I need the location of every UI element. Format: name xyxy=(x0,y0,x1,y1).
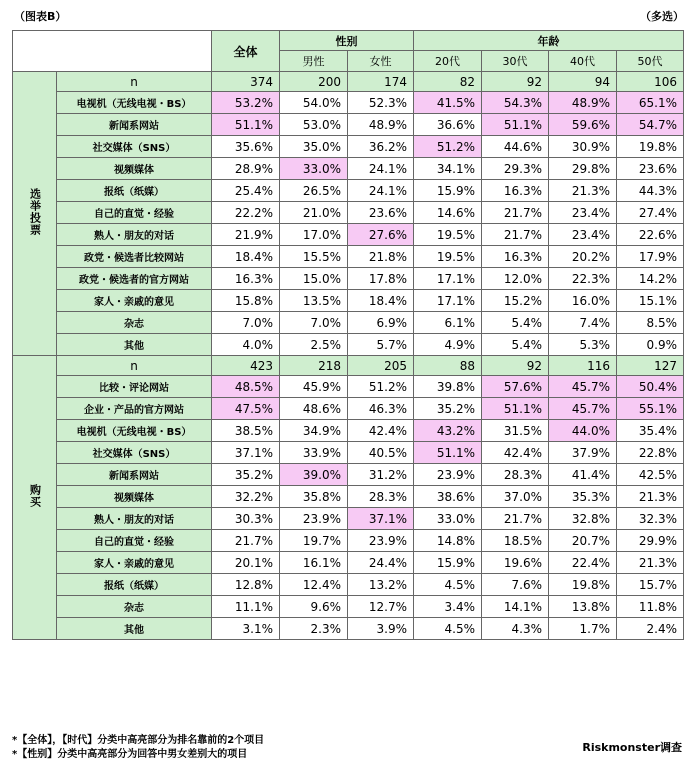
value-cell: 21.7% xyxy=(482,508,549,530)
value-cell: 20.2% xyxy=(549,246,617,268)
value-cell: 22.6% xyxy=(617,224,684,246)
value-cell: 36.6% xyxy=(414,114,482,136)
table-row xyxy=(13,136,684,158)
value-cell: 35.3% xyxy=(549,486,617,508)
value-cell: 18.5% xyxy=(482,530,549,552)
row-label: 企业・产品的官方网站 xyxy=(57,398,212,420)
value-cell: 15.1% xyxy=(617,290,684,312)
row-label: 比较・评论网站 xyxy=(57,376,212,398)
row-label: 新闻系网站 xyxy=(57,114,212,136)
value-cell: 36.2% xyxy=(348,136,414,158)
value-cell: 13.2% xyxy=(348,574,414,596)
value-cell: 26.5% xyxy=(280,180,348,202)
value-cell: 48.9% xyxy=(348,114,414,136)
value-cell: 22.2% xyxy=(212,202,280,224)
header-blank-cell xyxy=(13,31,212,72)
value-cell: 16.3% xyxy=(482,246,549,268)
value-cell: 22.3% xyxy=(549,268,617,290)
value-cell: 52.3% xyxy=(348,92,414,114)
value-cell: 48.6% xyxy=(280,398,348,420)
table-row xyxy=(13,224,684,246)
n-value: 88 xyxy=(414,356,482,376)
highlighted-value-cell: 44.0% xyxy=(549,420,617,442)
value-cell: 17.0% xyxy=(280,224,348,246)
value-cell: 15.2% xyxy=(482,290,549,312)
value-cell: 34.9% xyxy=(280,420,348,442)
row-label: 电视机（无线电视・BS） xyxy=(57,92,212,114)
table-row xyxy=(13,114,684,136)
column-header-total: 全体 xyxy=(212,31,280,72)
highlighted-value-cell: 54.7% xyxy=(617,114,684,136)
table-row xyxy=(13,376,684,398)
value-cell: 20.1% xyxy=(212,552,280,574)
value-cell: 28.9% xyxy=(212,158,280,180)
n-row xyxy=(13,356,684,376)
n-value: 127 xyxy=(617,356,684,376)
column-header-male: 男性 xyxy=(280,51,348,72)
value-cell: 2.5% xyxy=(280,334,348,356)
table-row xyxy=(13,596,684,618)
highlighted-value-cell: 65.1% xyxy=(617,92,684,114)
row-label: 视频媒体 xyxy=(57,486,212,508)
footnote-2: *【性别】分类中高亮部分为回答中男女差别大的项目 xyxy=(12,749,248,760)
highlighted-value-cell: 45.7% xyxy=(549,376,617,398)
row-label: 报纸（纸媒） xyxy=(57,180,212,202)
value-cell: 15.5% xyxy=(280,246,348,268)
highlighted-value-cell: 47.5% xyxy=(212,398,280,420)
highlighted-value-cell: 41.5% xyxy=(414,92,482,114)
table-row xyxy=(13,180,684,202)
value-cell: 18.4% xyxy=(212,246,280,268)
value-cell: 32.2% xyxy=(212,486,280,508)
value-cell: 23.9% xyxy=(348,530,414,552)
value-cell: 21.7% xyxy=(482,224,549,246)
value-cell: 19.8% xyxy=(617,136,684,158)
value-cell: 20.7% xyxy=(549,530,617,552)
value-cell: 3.1% xyxy=(212,618,280,640)
highlighted-value-cell: 39.0% xyxy=(280,464,348,486)
value-cell: 33.0% xyxy=(414,508,482,530)
table-row xyxy=(13,618,684,640)
table-body xyxy=(13,72,684,640)
value-cell: 15.9% xyxy=(414,552,482,574)
row-label: 杂志 xyxy=(57,596,212,618)
value-cell: 24.1% xyxy=(348,158,414,180)
section-label: 购买 xyxy=(28,484,42,508)
value-cell: 42.4% xyxy=(482,442,549,464)
value-cell: 28.3% xyxy=(482,464,549,486)
highlighted-value-cell: 33.0% xyxy=(280,158,348,180)
row-label: 报纸（纸媒） xyxy=(57,574,212,596)
table-row xyxy=(13,246,684,268)
value-cell: 30.3% xyxy=(212,508,280,530)
n-value: 92 xyxy=(482,72,549,92)
table-row xyxy=(13,312,684,334)
table-row xyxy=(13,202,684,224)
value-cell: 8.5% xyxy=(617,312,684,334)
value-cell: 46.3% xyxy=(348,398,414,420)
value-cell: 25.4% xyxy=(212,180,280,202)
n-value: 116 xyxy=(549,356,617,376)
n-value: 174 xyxy=(348,72,414,92)
value-cell: 21.9% xyxy=(212,224,280,246)
value-cell: 42.4% xyxy=(348,420,414,442)
value-cell: 35.8% xyxy=(280,486,348,508)
value-cell: 12.7% xyxy=(348,596,414,618)
value-cell: 6.1% xyxy=(414,312,482,334)
value-cell: 14.2% xyxy=(617,268,684,290)
row-label: 社交媒体（SNS） xyxy=(57,442,212,464)
table-row xyxy=(13,574,684,596)
row-label: 杂志 xyxy=(57,312,212,334)
value-cell: 37.0% xyxy=(482,486,549,508)
value-cell: 22.8% xyxy=(617,442,684,464)
n-value: 94 xyxy=(549,72,617,92)
highlighted-value-cell: 43.2% xyxy=(414,420,482,442)
value-cell: 32.3% xyxy=(617,508,684,530)
multi-select-label: （多选） xyxy=(640,10,684,23)
n-value: 374 xyxy=(212,72,280,92)
value-cell: 5.7% xyxy=(348,334,414,356)
column-header-age50: 50代 xyxy=(617,51,684,72)
column-header-female: 女性 xyxy=(348,51,414,72)
value-cell: 32.8% xyxy=(549,508,617,530)
table-row xyxy=(13,552,684,574)
value-cell: 19.5% xyxy=(414,224,482,246)
value-cell: 53.0% xyxy=(280,114,348,136)
highlighted-value-cell: 51.1% xyxy=(482,398,549,420)
section-purchase xyxy=(13,356,57,640)
value-cell: 13.8% xyxy=(549,596,617,618)
value-cell: 29.3% xyxy=(482,158,549,180)
value-cell: 4.0% xyxy=(212,334,280,356)
value-cell: 23.4% xyxy=(549,224,617,246)
value-cell: 29.9% xyxy=(617,530,684,552)
highlighted-value-cell: 37.1% xyxy=(348,508,414,530)
value-cell: 16.1% xyxy=(280,552,348,574)
chart-label: （图表B） xyxy=(14,10,67,23)
table-row xyxy=(13,420,684,442)
value-cell: 3.9% xyxy=(348,618,414,640)
value-cell: 17.9% xyxy=(617,246,684,268)
table-row xyxy=(13,92,684,114)
value-cell: 7.0% xyxy=(280,312,348,334)
value-cell: 9.6% xyxy=(280,596,348,618)
row-label: 政党・候选者比较网站 xyxy=(57,246,212,268)
column-header-age20: 20代 xyxy=(414,51,482,72)
value-cell: 17.1% xyxy=(414,268,482,290)
highlighted-value-cell: 27.6% xyxy=(348,224,414,246)
table-row xyxy=(13,442,684,464)
value-cell: 24.4% xyxy=(348,552,414,574)
table-row xyxy=(13,290,684,312)
section-election xyxy=(13,72,57,356)
row-label: 电视机（无线电视・BS） xyxy=(57,420,212,442)
value-cell: 35.0% xyxy=(280,136,348,158)
value-cell: 2.4% xyxy=(617,618,684,640)
value-cell: 35.2% xyxy=(414,398,482,420)
table-row xyxy=(13,486,684,508)
row-label: 政党・候选者的官方网站 xyxy=(57,268,212,290)
highlighted-value-cell: 48.9% xyxy=(549,92,617,114)
value-cell: 45.9% xyxy=(280,376,348,398)
value-cell: 4.9% xyxy=(414,334,482,356)
value-cell: 12.8% xyxy=(212,574,280,596)
highlighted-value-cell: 51.2% xyxy=(414,136,482,158)
value-cell: 21.3% xyxy=(617,552,684,574)
value-cell: 19.8% xyxy=(549,574,617,596)
value-cell: 54.0% xyxy=(280,92,348,114)
value-cell: 39.8% xyxy=(414,376,482,398)
value-cell: 18.4% xyxy=(348,290,414,312)
n-row xyxy=(13,72,684,92)
n-value: 205 xyxy=(348,356,414,376)
highlighted-value-cell: 55.1% xyxy=(617,398,684,420)
row-label: 新闻系网站 xyxy=(57,464,212,486)
value-cell: 19.5% xyxy=(414,246,482,268)
value-cell: 4.5% xyxy=(414,574,482,596)
value-cell: 30.9% xyxy=(549,136,617,158)
value-cell: 23.6% xyxy=(617,158,684,180)
value-cell: 17.8% xyxy=(348,268,414,290)
row-label: 社交媒体（SNS） xyxy=(57,136,212,158)
value-cell: 4.5% xyxy=(414,618,482,640)
value-cell: 42.5% xyxy=(617,464,684,486)
source-note: Riskmonster调查 xyxy=(582,741,682,754)
highlighted-value-cell: 45.7% xyxy=(549,398,617,420)
value-cell: 6.9% xyxy=(348,312,414,334)
row-label: 其他 xyxy=(57,618,212,640)
value-cell: 38.6% xyxy=(414,486,482,508)
value-cell: 11.1% xyxy=(212,596,280,618)
value-cell: 12.0% xyxy=(482,268,549,290)
value-cell: 15.9% xyxy=(414,180,482,202)
value-cell: 5.4% xyxy=(482,312,549,334)
value-cell: 27.4% xyxy=(617,202,684,224)
row-label: 自己的直觉・经验 xyxy=(57,202,212,224)
row-label: 其他 xyxy=(57,334,212,356)
value-cell: 44.3% xyxy=(617,180,684,202)
row-label: 家人・亲戚的意见 xyxy=(57,290,212,312)
row-label: 自己的直觉・经验 xyxy=(57,530,212,552)
value-cell: 31.2% xyxy=(348,464,414,486)
column-header-age30: 30代 xyxy=(482,51,549,72)
highlighted-value-cell: 59.6% xyxy=(549,114,617,136)
value-cell: 19.7% xyxy=(280,530,348,552)
value-cell: 13.5% xyxy=(280,290,348,312)
n-value: 106 xyxy=(617,72,684,92)
value-cell: 21.3% xyxy=(549,180,617,202)
footnote-1: *【全体】，【时代】分类中高亮部分为排名靠前的2个项目 xyxy=(12,735,265,746)
table-row xyxy=(13,398,684,420)
value-cell: 35.4% xyxy=(617,420,684,442)
value-cell: 14.8% xyxy=(414,530,482,552)
value-cell: 35.6% xyxy=(212,136,280,158)
column-group-age: 年龄 xyxy=(414,31,684,51)
value-cell: 16.3% xyxy=(212,268,280,290)
value-cell: 11.8% xyxy=(617,596,684,618)
value-cell: 41.4% xyxy=(549,464,617,486)
value-cell: 15.8% xyxy=(212,290,280,312)
value-cell: 15.0% xyxy=(280,268,348,290)
row-label: 视频媒体 xyxy=(57,158,212,180)
survey-table xyxy=(12,30,684,640)
highlighted-value-cell: 51.1% xyxy=(482,114,549,136)
value-cell: 23.4% xyxy=(549,202,617,224)
value-cell: 37.1% xyxy=(212,442,280,464)
value-cell: 29.8% xyxy=(549,158,617,180)
value-cell: 5.4% xyxy=(482,334,549,356)
column-header-age40: 40代 xyxy=(549,51,617,72)
table-row xyxy=(13,508,684,530)
value-cell: 28.3% xyxy=(348,486,414,508)
n-value: 218 xyxy=(280,356,348,376)
column-group-gender: 性别 xyxy=(280,31,414,51)
highlighted-value-cell: 51.1% xyxy=(212,114,280,136)
value-cell: 1.7% xyxy=(549,618,617,640)
n-value: 82 xyxy=(414,72,482,92)
value-cell: 7.0% xyxy=(212,312,280,334)
value-cell: 12.4% xyxy=(280,574,348,596)
value-cell: 44.6% xyxy=(482,136,549,158)
value-cell: 21.3% xyxy=(617,486,684,508)
value-cell: 40.5% xyxy=(348,442,414,464)
row-label: 熟人・朋友的对话 xyxy=(57,508,212,530)
value-cell: 34.1% xyxy=(414,158,482,180)
value-cell: 19.6% xyxy=(482,552,549,574)
row-label: 家人・亲戚的意见 xyxy=(57,552,212,574)
value-cell: 15.7% xyxy=(617,574,684,596)
value-cell: 4.3% xyxy=(482,618,549,640)
value-cell: 16.3% xyxy=(482,180,549,202)
highlighted-value-cell: 53.2% xyxy=(212,92,280,114)
n-label: n xyxy=(57,72,212,92)
highlighted-value-cell: 50.4% xyxy=(617,376,684,398)
value-cell: 5.3% xyxy=(549,334,617,356)
section-label: 选举投票 xyxy=(28,188,42,236)
value-cell: 7.4% xyxy=(549,312,617,334)
value-cell: 7.6% xyxy=(482,574,549,596)
table-row xyxy=(13,334,684,356)
value-cell: 31.5% xyxy=(482,420,549,442)
value-cell: 23.6% xyxy=(348,202,414,224)
value-cell: 0.9% xyxy=(617,334,684,356)
highlighted-value-cell: 57.6% xyxy=(482,376,549,398)
value-cell: 38.5% xyxy=(212,420,280,442)
value-cell: 37.9% xyxy=(549,442,617,464)
n-value: 200 xyxy=(280,72,348,92)
table-row xyxy=(13,268,684,290)
value-cell: 51.2% xyxy=(348,376,414,398)
highlighted-value-cell: 51.1% xyxy=(414,442,482,464)
value-cell: 24.1% xyxy=(348,180,414,202)
n-label: n xyxy=(57,356,212,376)
value-cell: 2.3% xyxy=(280,618,348,640)
value-cell: 17.1% xyxy=(414,290,482,312)
value-cell: 22.4% xyxy=(549,552,617,574)
value-cell: 21.7% xyxy=(482,202,549,224)
value-cell: 14.1% xyxy=(482,596,549,618)
value-cell: 16.0% xyxy=(549,290,617,312)
value-cell: 33.9% xyxy=(280,442,348,464)
value-cell: 21.0% xyxy=(280,202,348,224)
value-cell: 14.6% xyxy=(414,202,482,224)
value-cell: 35.2% xyxy=(212,464,280,486)
table-row xyxy=(13,464,684,486)
value-cell: 21.7% xyxy=(212,530,280,552)
highlighted-value-cell: 54.3% xyxy=(482,92,549,114)
value-cell: 23.9% xyxy=(280,508,348,530)
highlighted-value-cell: 48.5% xyxy=(212,376,280,398)
value-cell: 23.9% xyxy=(414,464,482,486)
n-value: 423 xyxy=(212,356,280,376)
n-value: 92 xyxy=(482,356,549,376)
table-row xyxy=(13,158,684,180)
table-row xyxy=(13,530,684,552)
value-cell: 21.8% xyxy=(348,246,414,268)
value-cell: 3.4% xyxy=(414,596,482,618)
row-label: 熟人・朋友的对话 xyxy=(57,224,212,246)
